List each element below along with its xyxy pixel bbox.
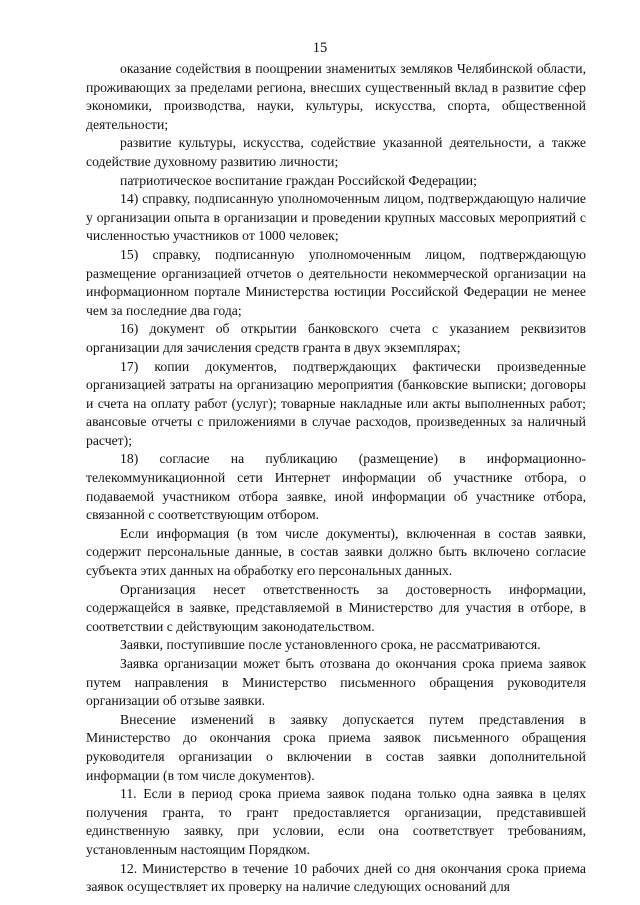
paragraph: Внесение изменений в заявку допускается путем представления в Министерство до окончания срока приема заявок письменного обращения руководителя организации о включении в состав заявки дополнительной информации (в том числе документов). [86,711,586,783]
page-number: 15 [312,40,328,56]
paragraph: оказание содействия в поощрении знаменитых земляков Челябинской области, проживающих за пределами региона, внесших существенный вклад в развитие сфер экономики, производства, науки, культуры, искусства, спорта, общественной деятельности; [86,61,586,132]
paragraph: развитие культуры, искусства, содействие указанной деятельности, а также содействие духовному развитию личности; [86,135,586,169]
paragraph: 16) документ об открытии банковского счета с указанием реквизитов организации для зачисления средств гранта в двух экземплярах; [86,321,586,355]
paragraph: 14) справку, подписанную уполномоченным лицом, подтверждающую наличие у организации опыта в организации и проведении крупных массовых мероприятий с численностью участников от 1000 человек; [86,191,586,244]
paragraph: Организация несет ответственность за достоверность информации, содержащейся в заявке, представляемой в Министерство для участия в отборе, в соответствии с действующим законодательством. [86,581,586,634]
paragraph: Если информация (в том числе документы), включенная в состав заявки, содержит персональные данные, в состав заявки должно быть включено согласие субъекта этих данных на обработку его персональных данных. [86,525,586,579]
paragraph: 17) копии документов, подтверждающих фактически произведенные организацией затраты на организацию мероприятия (банковские выписки; договоры и счета на оплату работ (услуг); товарные накладные или акты выполненных работ; авансовые отчеты с приложениями в случае расходов, произведенных за наличный расчет); [86,358,586,448]
paragraph: патриотическое воспитание граждан Российской Федерации; [120,172,477,188]
paragraph: 12. Министерство в течение 10 рабочих дней со дня окончания срока приема заявок осуществляет их проверку на наличие следующих оснований для [86,860,586,895]
paragraph: Заявки, поступившие после установленного срока, не рассматриваются. [120,637,541,653]
paragraph: 15) справку, подписанную уполномоченным лицом, подтверждающую размещение организацией отчетов о деятельности некоммерческой организации на информационном портале Министерства юстиции Российской Федерации не менее чем за последние два года; [86,246,586,318]
document-body [86,60,586,897]
paragraph: 18) согласие на публикацию (размещение) в информационно-телекоммуникационной сети Интернет информации об участнике отбора, о подаваемой участником отбора заявке, иной информации об участнике отбора, связанной с соответствующим отбором. [86,451,586,523]
paragraph: Заявка организации может быть отозвана до окончания срока приема заявок путем направления в Министерство письменного обращения руководителя организации об отзыве заявки. [86,656,586,709]
paragraph: 11. Если в период срока приема заявок подана только одна заявка в целях получения гранта, то грант предоставляется организации, представившей единственную заявку, при условии, если она соответствует требованиям, установленным настоящим Порядком. [86,786,586,857]
